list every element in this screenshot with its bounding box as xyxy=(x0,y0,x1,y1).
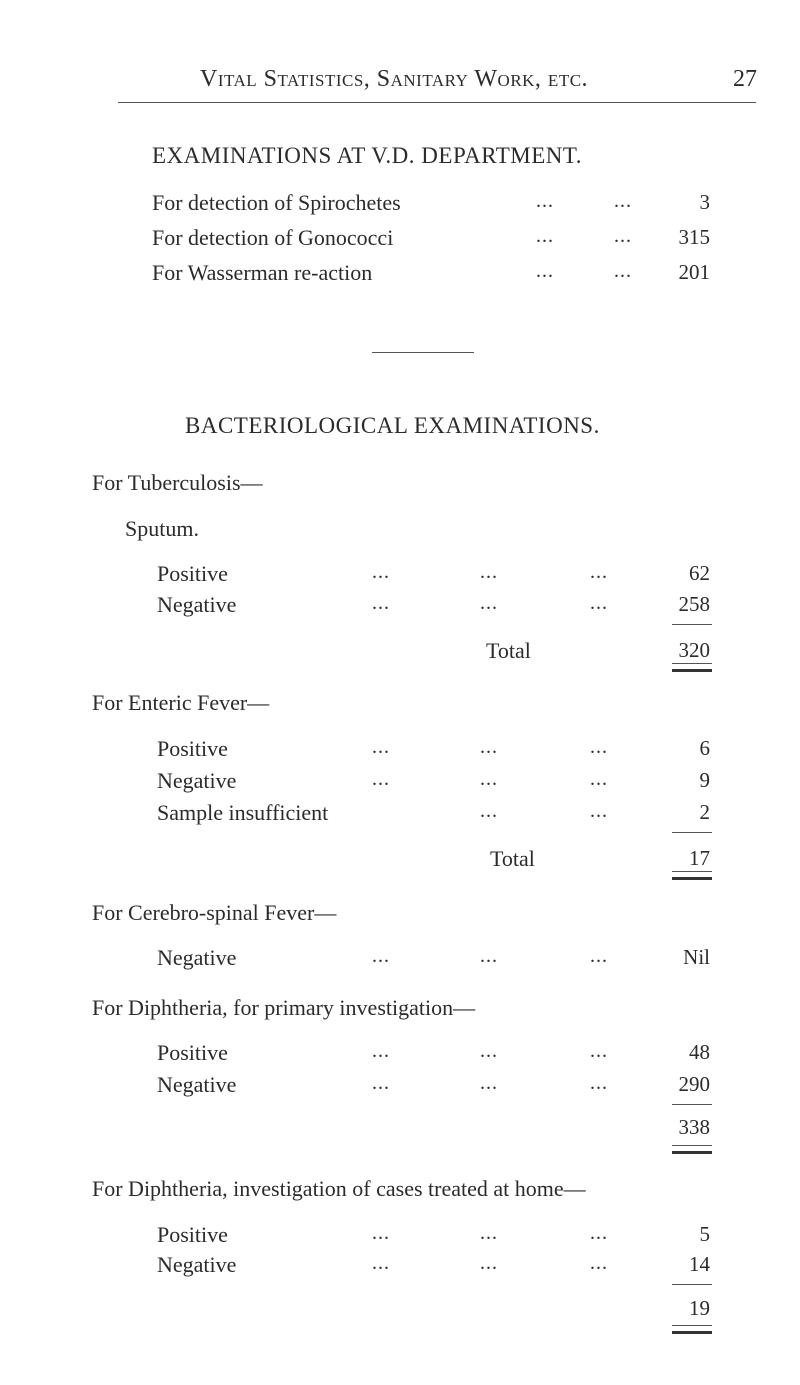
vd-row-value: 201 xyxy=(678,260,710,284)
diph-primary-row-value: 290 xyxy=(678,1072,710,1096)
leader-dots: ... xyxy=(590,1222,608,1244)
diph-home-row-value: 14 xyxy=(689,1252,710,1276)
diph-home-total-value: 19 xyxy=(689,1296,710,1320)
sum-rule xyxy=(672,832,712,833)
tb-row-label: Negative xyxy=(157,592,237,617)
header-rule xyxy=(118,102,756,103)
leader-dots: ... xyxy=(480,768,498,790)
total-rule xyxy=(672,1145,712,1146)
total-rule xyxy=(672,871,712,872)
tb-total-value: 320 xyxy=(678,638,710,662)
total-rule xyxy=(672,1325,712,1326)
leader-dots: ... xyxy=(590,768,608,790)
leader-dots: ... xyxy=(480,1040,498,1062)
diph-primary-row-label: Negative xyxy=(157,1072,237,1097)
vd-section-title: EXAMINATIONS AT V.D. DEPARTMENT. xyxy=(152,143,582,168)
leader-dots: ... xyxy=(480,1072,498,1094)
vd-row-label: For detection of Spirochetes xyxy=(152,190,401,215)
leader-dots: ... xyxy=(480,800,498,822)
leader-dots: ... xyxy=(614,190,632,212)
tb-total-label: Total xyxy=(486,638,531,663)
sum-rule xyxy=(672,1284,712,1285)
cerebro-row-label: Negative xyxy=(157,945,237,970)
leader-dots: ... xyxy=(590,561,608,583)
leader-dots: ... xyxy=(480,1252,498,1274)
enteric-row-label: Negative xyxy=(157,768,237,793)
enteric-row-label: Sample insufficient xyxy=(157,800,329,825)
diph-home-row-label: Negative xyxy=(157,1252,237,1277)
leader-dots: ... xyxy=(614,225,632,247)
leader-dots: ... xyxy=(480,1222,498,1244)
total-double-rule xyxy=(672,877,712,880)
leader-dots: ... xyxy=(590,945,608,967)
enteric-row-value: 6 xyxy=(699,736,710,760)
cerebro-heading: For Cerebro-spinal Fever— xyxy=(92,900,337,925)
diph-home-row-value: 5 xyxy=(699,1222,710,1246)
diph-primary-heading: For Diphtheria, for primary investigation— xyxy=(92,995,476,1020)
leader-dots: ... xyxy=(590,736,608,758)
leader-dots: ... xyxy=(372,561,390,583)
leader-dots: ... xyxy=(480,561,498,583)
cerebro-row-value: Nil xyxy=(683,945,710,969)
sputum-subheading: Sputum. xyxy=(125,516,199,541)
diph-home-heading: For Diphtheria, investigation of cases treated at home— xyxy=(92,1176,586,1201)
diph-primary-row-value: 48 xyxy=(689,1040,710,1064)
leader-dots: ... xyxy=(536,260,554,282)
vd-row-label: For detection of Gonococci xyxy=(152,225,394,250)
leader-dots: ... xyxy=(372,1040,390,1062)
section-divider xyxy=(372,352,474,353)
enteric-heading: For Enteric Fever— xyxy=(92,690,270,715)
total-double-rule xyxy=(672,1331,712,1334)
enteric-total-value: 17 xyxy=(689,846,710,870)
enteric-total-label: Total xyxy=(490,846,535,871)
sum-rule xyxy=(672,624,712,625)
tb-row-label: Positive xyxy=(157,561,228,586)
sum-rule xyxy=(672,1104,712,1105)
enteric-row-value: 9 xyxy=(699,768,710,792)
leader-dots: ... xyxy=(590,592,608,614)
leader-dots: ... xyxy=(480,736,498,758)
vd-row-value: 315 xyxy=(678,225,710,249)
leader-dots: ... xyxy=(372,1252,390,1274)
leader-dots: ... xyxy=(536,225,554,247)
leader-dots: ... xyxy=(372,592,390,614)
leader-dots: ... xyxy=(372,736,390,758)
leader-dots: ... xyxy=(614,260,632,282)
running-header: Vital Statistics, Sanitary Work, etc. xyxy=(200,66,589,92)
leader-dots: ... xyxy=(372,1072,390,1094)
tb-row-value: 62 xyxy=(689,561,710,585)
total-double-rule xyxy=(672,669,712,672)
enteric-row-label: Positive xyxy=(157,736,228,761)
total-rule xyxy=(672,663,712,664)
page-number: 27 xyxy=(733,66,757,92)
diph-primary-row-label: Positive xyxy=(157,1040,228,1065)
leader-dots: ... xyxy=(590,1252,608,1274)
leader-dots: ... xyxy=(372,945,390,967)
leader-dots: ... xyxy=(590,800,608,822)
leader-dots: ... xyxy=(536,190,554,212)
diph-home-row-label: Positive xyxy=(157,1222,228,1247)
tb-row-value: 258 xyxy=(678,592,710,616)
leader-dots: ... xyxy=(480,945,498,967)
leader-dots: ... xyxy=(372,768,390,790)
tuberculosis-heading: For Tuberculosis— xyxy=(92,470,263,495)
bact-section-title: BACTERIOLOGICAL EXAMINATIONS. xyxy=(185,413,600,438)
vd-row-value: 3 xyxy=(699,190,710,214)
enteric-row-value: 2 xyxy=(699,800,710,824)
diph-primary-total-value: 338 xyxy=(678,1115,710,1139)
leader-dots: ... xyxy=(480,592,498,614)
total-double-rule xyxy=(672,1151,712,1154)
leader-dots: ... xyxy=(372,1222,390,1244)
vd-row-label: For Wasserman re-action xyxy=(152,260,373,285)
leader-dots: ... xyxy=(590,1040,608,1062)
leader-dots: ... xyxy=(590,1072,608,1094)
